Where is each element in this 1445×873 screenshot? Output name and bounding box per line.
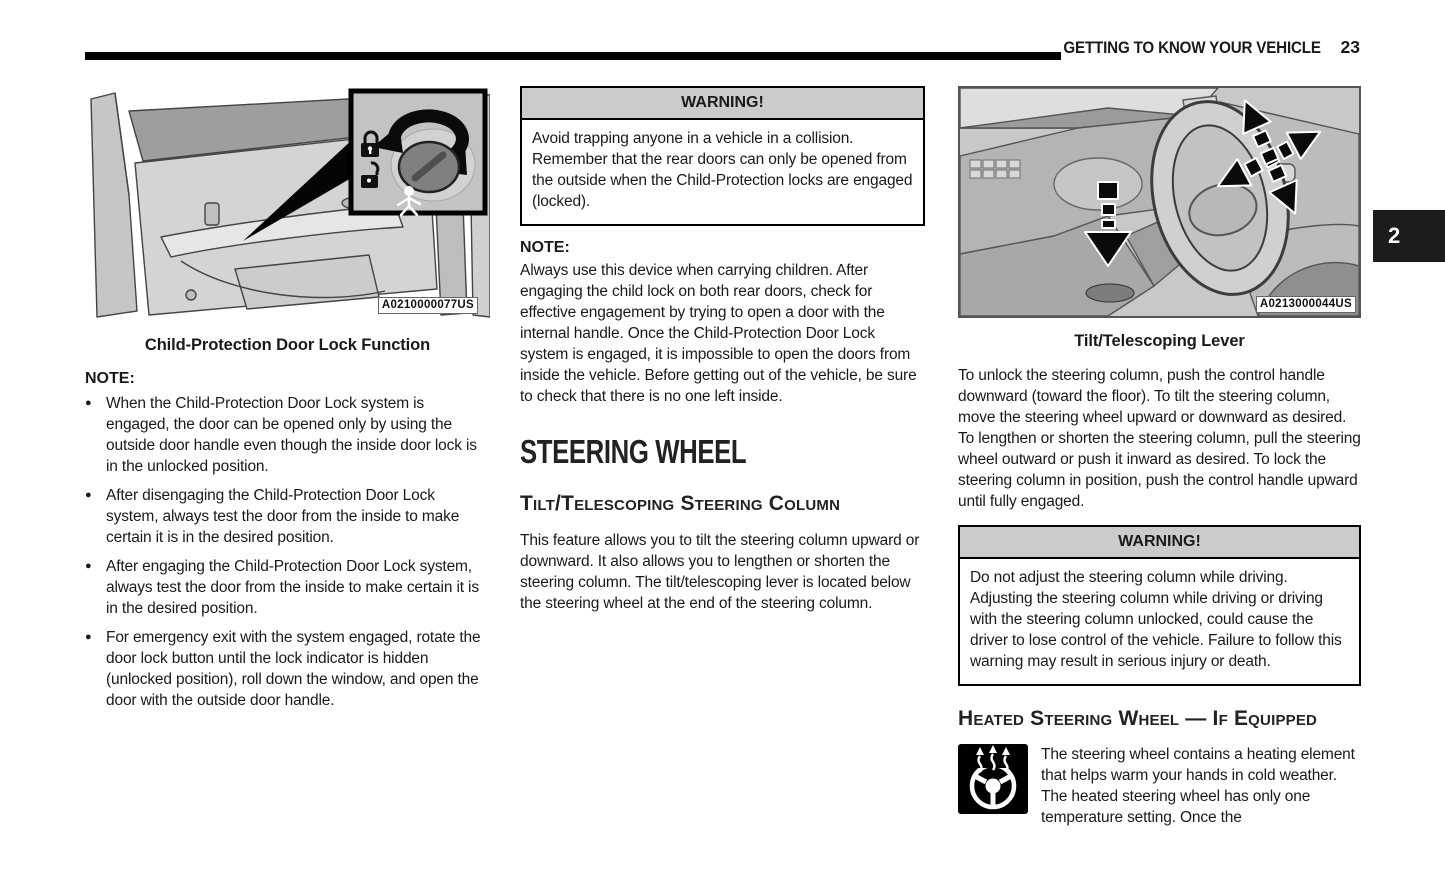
child-lock-inset-box	[351, 91, 485, 215]
subsection-heading: Tilt/Telescoping Steering Column	[520, 492, 841, 515]
bullet-icon: ●	[85, 489, 92, 501]
warning-box	[520, 86, 925, 226]
paragraph: To unlock the steering column, push the control handle downward (toward the floor). To tilt the steering column, move the steering wheel upward or downward as desired. To lengthen or shorten the steering column, pull the steering wheel outward or push it inward as desired. To lock the steering column in position, push the control handle upward until fully engaged.	[958, 367, 1361, 510]
header-rule-bar	[85, 52, 1061, 60]
tilt-lever-figure	[958, 86, 1361, 318]
chapter-title: GETTING TO KNOW YOUR VEHICLE	[1063, 39, 1321, 57]
heated-steering-row	[958, 744, 1361, 828]
paragraph: This feature allows you to tilt the steering column upward or downward. It also allows you to lengthen or shorten the steering column. The tilt/telescoping lever is located below the steering wheel at the end of the steering column.	[520, 532, 920, 612]
note-heading: NOTE:	[85, 370, 135, 387]
right-column	[958, 86, 1361, 828]
bullet-icon: ●	[85, 631, 92, 643]
figure-code-label: A0210000077US	[378, 297, 478, 314]
list-item	[85, 627, 490, 711]
list-item	[85, 556, 490, 619]
child-lock-figure	[85, 85, 490, 322]
page-number: 23	[1340, 37, 1360, 57]
bullet-text: After disengaging the Child-Protection Door Lock system, always test the door from the inside to make certain it is in the desired position.	[106, 487, 460, 546]
warning-title: WARNING!	[522, 88, 923, 120]
paragraph: The steering wheel contains a heating element that helps warm your hands in cold weather. The heated steering wheel has only one temperature setting. Once the	[1041, 746, 1355, 826]
note-bullet-list	[85, 393, 490, 711]
warning-body: Avoid trapping anyone in a vehicle in a collision. Remember that the rear doors can only be opened from the outside when the Child-Protection locks are engaged (locked).	[532, 130, 913, 210]
child-lock-door-illustration	[85, 85, 490, 322]
chapter-tab-number: 2	[1388, 223, 1401, 248]
running-header	[1041, 37, 1360, 58]
list-item	[85, 393, 490, 477]
list-item	[85, 485, 490, 548]
heated-steering-wheel-icon	[958, 744, 1028, 828]
section-heading: STEERING WHEEL	[520, 433, 747, 470]
note-heading: NOTE:	[520, 239, 570, 256]
figure-code-label: A0213000044US	[1256, 296, 1356, 313]
middle-column	[520, 86, 925, 614]
warning-body: Do not adjust the steering column while driving. Adjusting the steering column while driving or driving with the steering column unlocked, could cause the driver to lose control of the vehicle. Failure to follow this warning may result in serious injury or death.	[970, 569, 1342, 670]
chapter-tab	[1373, 210, 1445, 262]
bullet-icon: ●	[85, 397, 92, 409]
steering-column-illustration	[958, 86, 1361, 318]
warning-box	[958, 525, 1361, 686]
figure-caption: Tilt/Telescoping Lever	[1074, 332, 1245, 350]
bullet-text: For emergency exit with the system engaged, rotate the door lock button until the lock indicator is hidden (unlocked position), roll down the window, and open the door with the outside door handle.	[106, 629, 481, 709]
figure-caption: Child-Protection Door Lock Function	[144, 336, 431, 354]
warning-title: WARNING!	[960, 527, 1359, 559]
tilt-lever-handle	[1086, 284, 1134, 302]
bullet-icon: ●	[85, 560, 92, 572]
subsection-heading: Heated Steering Wheel — If Equipped	[958, 707, 1318, 730]
lock-dial-icon	[399, 142, 459, 192]
note-body: Always use this device when carrying children. After engaging the child lock on both rear doors, check for effective engagement by trying to open a door with the internal handle. Once the Child-Protection Door Lock system is engaged, it is impossible to open the doors from inside the vehicle. Before getting out of the vehicle, be sure to check that there is no one left inside.	[520, 262, 917, 405]
bullet-text: After engaging the Child-Protection Door Lock system, always test the door from the inside to make certain it is in the desired position.	[106, 558, 479, 617]
left-column	[85, 85, 490, 719]
bullet-text: When the Child-Protection Door Lock system is engaged, the door can be opened only by using the outside door handle even though the inside door lock is in the unlocked position.	[106, 395, 477, 475]
